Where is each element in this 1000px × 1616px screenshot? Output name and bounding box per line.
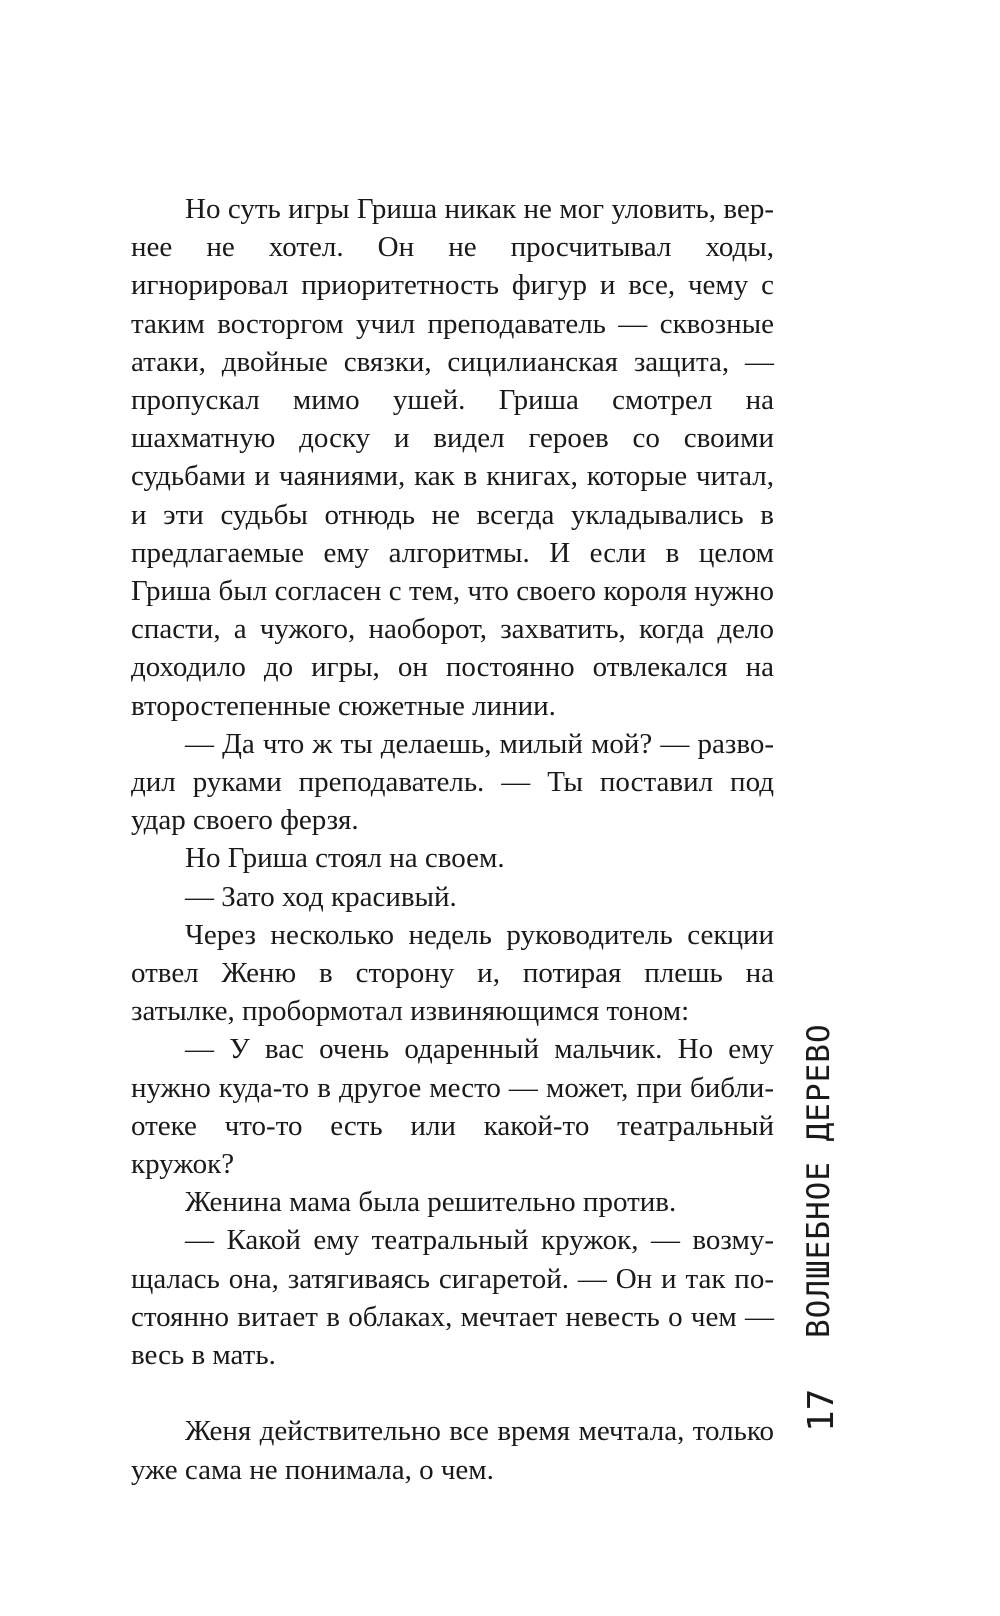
paragraph: Женя действительно все время мечтала, только уже сама не понимала, о чем. <box>131 1415 774 1486</box>
paragraph: Женина мама была решительно против. <box>185 1186 677 1219</box>
paragraph: — Какой ему театральный кружок, — возмущалась она, затягиваясь сигаретой. — Он и так постоянно витает в облаках, мечтает невесть о чем — весь в мать. <box>131 1224 774 1372</box>
paragraph: Через несколько недель руководитель секции отвел Женю в сторону и, потирая плешь на затылке, пробормотал извиняющимся тоном: <box>131 918 774 1028</box>
page-number: 17 <box>801 1388 842 1432</box>
paragraph: — У вас очень одаренный мальчик. Но ему нужно куда-то в другое место — может, при библиотеке что-то есть или какой-то театральный кружок? <box>131 1033 774 1181</box>
body-text <box>131 190 774 1489</box>
paragraph: Но Гриша стоял на своем. <box>185 842 505 875</box>
paragraph: Но суть игры Гриша никак не мог уловить, вернее не хотел. Он не просчитывал ходы, игнорировал приоритетность фигур и все, чему с таким восторгом учил преподаватель — сквозные атаки, двойные связки, сицилианская защита, — пропускал мимо ушей. Гриша смотрел на шахматную доску и видел героев со своими судьбами и чаяниями, как в книгах, которые читал, и эти судьбы отнюдь не всегда укладывались в предлагаемые ему алгоритмы. И если в целом Гриша был согласен с тем, что своего короля нужно спасти, а чужого, наоборот, захватить, когда дело доходило до игры, он постоянно отвлекался на второстепенные сюжетные линии. <box>131 193 774 722</box>
paragraph: — Да что ж ты делаешь, милый мой? — разводил руками преподаватель. — Ты поставил под удар своего ферзя. <box>131 727 774 837</box>
running-title: ВОЛШЕБНОЕ ДЕРЕВО <box>801 1023 837 1338</box>
paragraph: — Зато ход красивый. <box>185 880 457 913</box>
